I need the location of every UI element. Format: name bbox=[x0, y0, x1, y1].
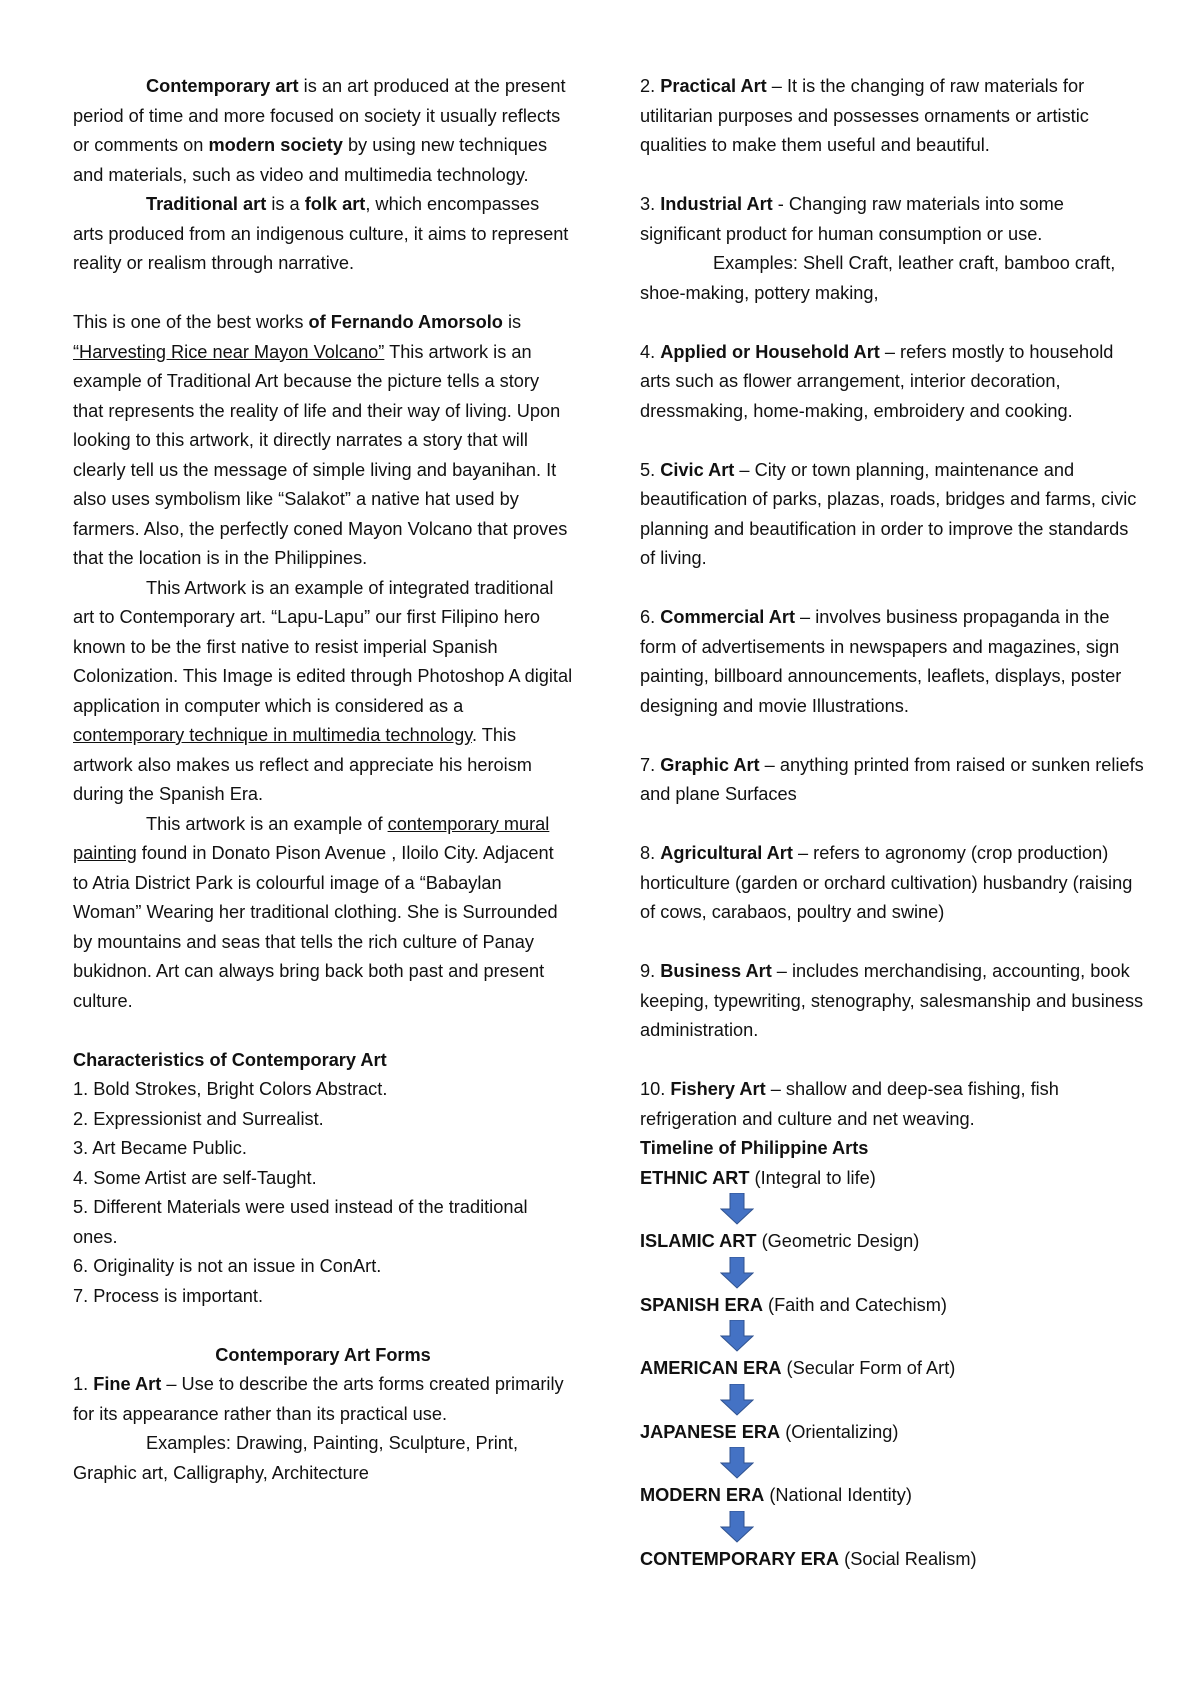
characteristics-heading: Characteristics of Contemporary Art bbox=[73, 1049, 387, 1070]
industrial-art-examples: Examples: Shell Craft, leather craft, bamboo craft, shoe-making, pottery making, bbox=[640, 253, 1116, 303]
timeline-era: CONTEMPORARY ERA (Social Realism) bbox=[640, 1548, 977, 1569]
artwork-title: “Harvesting Rice near Mayon Volcano” bbox=[73, 341, 385, 362]
fine-art-entry: 1. Fine Art – Use to describe the arts forms created primarily for its appearance rather than its practical use. bbox=[73, 1374, 564, 1424]
term-contemporary-art: Contemporary art bbox=[146, 76, 299, 96]
art-form-entry: 6. Commercial Art – involves business propaganda in the form of advertisements in newspapers and magazines, sign painting, billboard announcements, leaflets, displays, poster designing and movie Illustrations. bbox=[640, 607, 1122, 716]
timeline-era: SPANISH ERA (Faith and Catechism) bbox=[640, 1294, 947, 1315]
right-column bbox=[640, 72, 1145, 1574]
list-item: 6. Originality is not an issue in ConArt. bbox=[73, 1256, 382, 1276]
list-item: 1. Bold Strokes, Bright Colors Abstract. bbox=[73, 1079, 388, 1099]
down-arrow-icon bbox=[720, 1320, 754, 1352]
art-forms-heading: Contemporary Art Forms bbox=[215, 1344, 431, 1365]
art-form-entry: 4. Applied or Household Art – refers mostly to household arts such as flower arrangement, interior decoration, dressmaking, home-making, embroidery and cooking. bbox=[640, 341, 1114, 421]
art-form-entry: 3. Industrial Art - Changing raw materials into some significant product for human consumption or use. bbox=[640, 194, 1064, 244]
mural-paragraph: This artwork is an example of contemporary mural painting found in Donato Pison Avenue , Iloilo City. Adjacent to Atria District Park is colourful image of a “Babaylan Woman” Wearing her traditional clothing. She is Surrounded by mountains and seas that tells the rich culture of Panay bukidnon. Art can always bring back both past and present culture. bbox=[73, 813, 558, 1011]
fine-art-examples: Examples: Drawing, Painting, Sculpture, Print, Graphic art, Calligraphy, Architecture bbox=[73, 1433, 519, 1483]
down-arrow-icon bbox=[720, 1384, 754, 1416]
timeline-era: MODERN ERA (National Identity) bbox=[640, 1485, 912, 1505]
lapu-lapu-paragraph: This Artwork is an example of integrated traditional art to Contemporary art. “Lapu-Lapu” our first Filipino hero known to be the first native to resist imperial Spanish Colonization. This Image is edited through Photoshop A digital application in computer which is considered as a contemporary technique in multimedia technology. This artwork also makes us reflect and appreciate his heroism during the Spanish Era. bbox=[73, 577, 573, 804]
art-form-entry: 2. Practical Art – It is the changing of raw materials for utilitarian purposes and possesses ornaments or artistic qualities to make them useful and beautiful. bbox=[640, 76, 1089, 155]
traditional-art-definition: Traditional art is a folk art, which encompasses arts produced from an indigenous culture, it aims to represent reality or realism through narrative. bbox=[73, 194, 569, 273]
down-arrow-icon bbox=[720, 1193, 754, 1225]
amorsolo-paragraph: This is one of the best works of Fernando Amorsolo is “Harvesting Rice near Mayon Volcano” This artwork is an example of Traditional Art because the picture tells a story that represents the reality of life and their way of living. Upon looking to this artwork, it directly narrates a story that will clearly tell us the message of simple living and bayanihan. It also uses symbolism like “Salakot” a native hat used by farmers. Also, the perfectly coned Mayon Volcano that proves that the location is in the Philippines. bbox=[73, 312, 568, 568]
down-arrow-icon bbox=[720, 1257, 754, 1289]
art-form-entry: 9. Business Art – includes merchandising, accounting, book keeping, typewriting, stenography, salesmanship and business administration. bbox=[640, 961, 1144, 1040]
timeline-era: AMERICAN ERA (Secular Form of Art) bbox=[640, 1358, 956, 1378]
timeline-era: ETHNIC ART (Integral to life) bbox=[640, 1167, 876, 1188]
list-item: 4. Some Artist are self-Taught. bbox=[73, 1167, 317, 1188]
art-form-entry: 8. Agricultural Art – refers to agronomy (crop production) horticulture (garden or orchard cultivation) husbandry (raising of cows, carabaos, poultry and swine) bbox=[640, 843, 1133, 922]
down-arrow-icon bbox=[720, 1511, 754, 1543]
list-item: 2. Expressionist and Surrealist. bbox=[73, 1108, 324, 1129]
contemporary-art-definition: Contemporary art is an art produced at the present period of time and more focused on society it usually reflects or comments on modern society by using new techniques and materials, such as video and multimedia technology. bbox=[73, 76, 566, 185]
timeline-era: JAPANESE ERA (Orientalizing) bbox=[640, 1421, 899, 1442]
timeline bbox=[640, 1164, 1145, 1575]
characteristics-list bbox=[73, 1075, 573, 1311]
art-form-entry: 7. Graphic Art – anything printed from raised or sunken reliefs and plane Surfaces bbox=[640, 754, 1144, 804]
term-traditional-art: Traditional art bbox=[146, 194, 267, 214]
list-item: 7. Process is important. bbox=[73, 1285, 264, 1306]
art-form-entry: 5. Civic Art – City or town planning, maintenance and beautification of parks, plazas, roads, bridges and farms, civic planning and beautification in order to improve the standards of living. bbox=[640, 459, 1137, 568]
art-form-entry: 10. Fishery Art – shallow and deep-sea fishing, fish refrigeration and culture and net weaving. bbox=[640, 1079, 1059, 1129]
timeline-heading: Timeline of Philippine Arts bbox=[640, 1138, 869, 1158]
timeline-era: ISLAMIC ART (Geometric Design) bbox=[640, 1231, 920, 1251]
list-item: 5. Different Materials were used instead of the traditional ones. bbox=[73, 1197, 528, 1247]
left-column bbox=[73, 72, 573, 1488]
down-arrow-icon bbox=[720, 1447, 754, 1479]
list-item: 3. Art Became Public. bbox=[73, 1138, 247, 1158]
